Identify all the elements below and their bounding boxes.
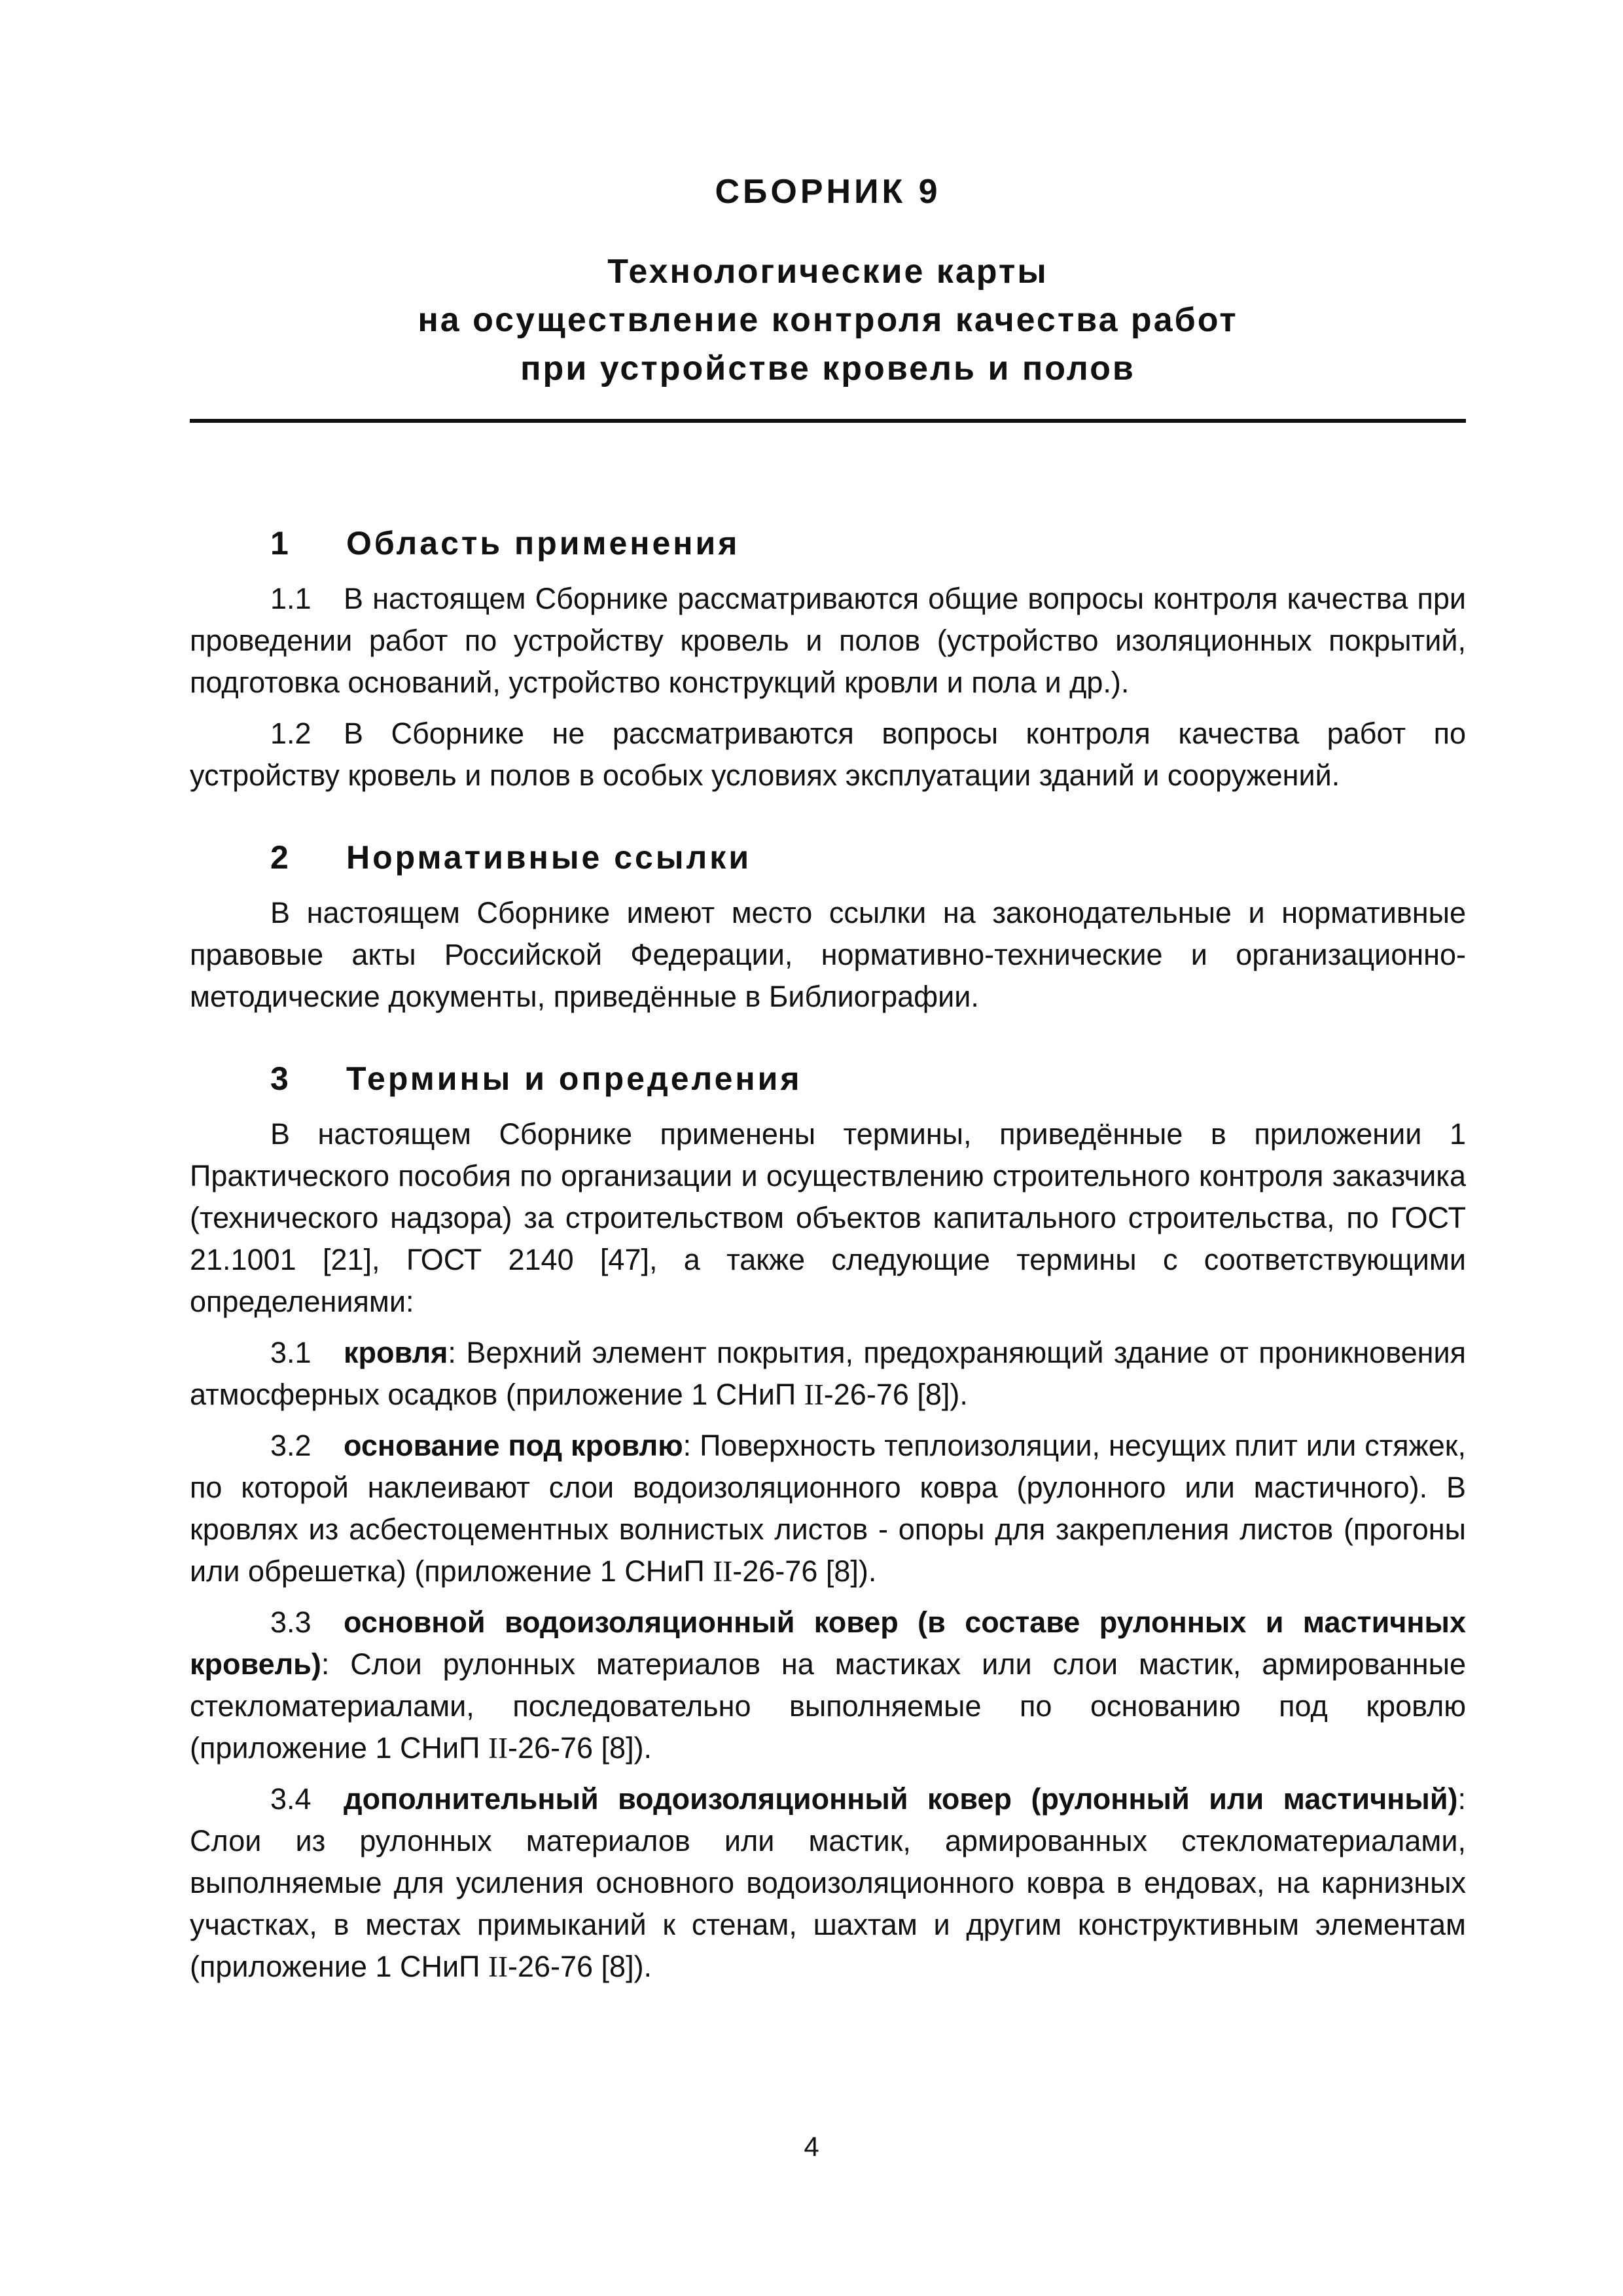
paragraph-1-1	[190, 578, 1466, 704]
reference-roman-numeral: II	[488, 1732, 508, 1765]
paragraph-number: 3.1	[270, 1336, 312, 1369]
paragraph-1-2	[190, 713, 1466, 797]
term-definition-text: : Слои из рулонных материалов или мастик, армированных стекломатериалами, выполняемые для усиления основного водоизоляционного ковра в ендовах, на карнизных участках, в местах примыканий к стенам, шахтам и другим конструктивным элементам (приложение 1 СНиП	[190, 1782, 1466, 1983]
paragraph-number: 3.4	[270, 1782, 312, 1816]
paragraph-number: 3.2	[270, 1429, 312, 1462]
document-title	[190, 247, 1466, 393]
reference-tail: -26-76 [8]).	[732, 1554, 877, 1588]
term-definition-3-3	[190, 1602, 1466, 1769]
reference-roman-numeral: II	[713, 1555, 733, 1588]
title-line: Технологические карты	[607, 253, 1048, 291]
section-number: 3	[270, 1060, 291, 1097]
reference-roman-numeral: II	[488, 1950, 508, 1983]
reference-tail: -26-76 [8]).	[823, 1378, 968, 1411]
document-body	[190, 520, 1466, 1988]
title-divider	[190, 419, 1466, 423]
reference-roman-numeral: II	[804, 1378, 824, 1411]
section-heading-references	[190, 834, 1466, 880]
section-heading-scope	[190, 520, 1466, 566]
title-block	[190, 169, 1466, 393]
reference-tail: -26-76 [8]).	[507, 1731, 652, 1765]
title-line: на осуществление контроля качества работ	[418, 301, 1238, 339]
term-definition-3-4	[190, 1778, 1466, 1988]
term-name: кровля	[344, 1336, 448, 1369]
collection-heading: СБОРНИК 9	[715, 173, 941, 211]
term-definition-text: : Поверхность теплоизоляции, несущих плит или стяжек, по которой наклеивают слои водоизоляционного ковра (рулонного или мастичного). В кровлях из асбестоцементных волнистых листов - опоры для закрепления листов (прогоны или обрешетка) (приложение 1 СНиП	[190, 1429, 1466, 1588]
paragraph-references: В настоящем Сборнике имеют место ссылки на законодательные и нормативные правовые акты Российской Федерации, нормативно-технические и организационно-методические документы, приведённые в Библиографии.	[190, 896, 1466, 1013]
section-title: Нормативные ссылки	[346, 839, 752, 876]
paragraph-terms-intro: В настоящем Сборнике применены термины, приведённые в приложении 1 Практического пособия по организации и осуществлению строительного контроля заказчика (технического надзора) за строительством объектов капитального строительства, по ГОСТ 21.1001 [21], ГОСТ 2140 [47], а также следующие термины с соответствующими определениями:	[190, 1117, 1466, 1318]
reference-tail: -26-76 [8]).	[507, 1950, 652, 1983]
term-definition-text: : Верхний элемент покрытия, предохраняющий здание от проникновения атмосферных осадков (приложение 1 СНиП	[190, 1336, 1466, 1411]
section-title: Область применения	[346, 525, 740, 562]
paragraph-number: 1.2	[270, 717, 312, 750]
paragraph-number: 1.1	[270, 582, 312, 615]
term-name: основание под кровлю	[344, 1429, 683, 1462]
term-definition-3-2	[190, 1425, 1466, 1592]
section-heading-terms	[190, 1056, 1466, 1102]
section-title: Термины и определения	[346, 1060, 802, 1097]
section-number: 1	[270, 525, 291, 562]
section-number: 2	[270, 839, 291, 876]
paragraph-number: 3.3	[270, 1605, 312, 1639]
paragraph-text: В настоящем Сборнике рассматриваются общие вопросы контроля качества при проведении работ по устройству кровель и полов (устройство изоляционных покрытий, подготовка оснований, устройство конструкций кровли и пола и др.).	[190, 582, 1466, 699]
paragraph-text: В Сборнике не рассматриваются вопросы контроля качества работ по устройству кровель и полов в особых условиях эксплуатации зданий и сооружений.	[190, 717, 1466, 792]
term-definition-3-1	[190, 1332, 1466, 1416]
page-number: 4	[804, 2131, 819, 2162]
title-line: при устройстве кровель и полов	[520, 350, 1135, 387]
term-name: дополнительный водоизоляционный ковер (рулонный или мастичный)	[344, 1782, 1458, 1816]
term-definition-text: : Слои рулонных материалов на мастиках или слои мастик, армированные стекломатериалами, последовательно выполняемые по основанию под кровлю (приложение 1 СНиП	[190, 1647, 1466, 1765]
term-name: основной водоизоляционный ковер (в составе рулонных и мастичных кровель)	[190, 1605, 1466, 1681]
